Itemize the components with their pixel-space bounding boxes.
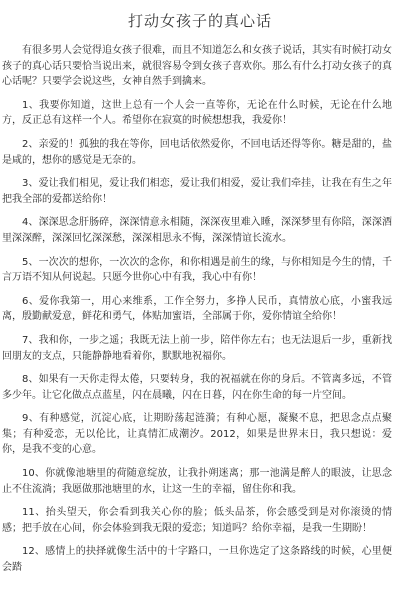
list-item: 3、爱让我们相见，爱让我们相恋，爱让我们相爱，爱让我们牵挂，让我在有生之年把我全部的爱都送给你！ <box>2 178 392 205</box>
list-item: 10、你就像池塘里的荷随意绽放，让我扑朔迷离；那一池满是醉人的眼波，让思念止不住流淌；我愿做那池塘里的水，让这一生的幸福，留住你和我。 <box>2 468 392 495</box>
list-item: 4、深深思念肝肠碎，深深情意永相随，深深夜里难入睡，深深梦里有你陪，深深酒里深深醉，深深回忆深深愁，深深相思永不悔，深深情谊长流水。 <box>2 217 392 244</box>
list-item: 1、我要你知道，这世上总有一个人会一直等你，无论在什么时候，无论在什么地方，反正总有这样一个人。希望你在寂寞的时候想想我，我爱你！ <box>2 99 392 127</box>
list-item: 11、抬头望天，你会看到我关心你的脸；低头品茶，你会感受到是对你滚烫的情感；把手放在心间，你会体验到我无限的爱恋；知道吗？给你幸福，是我一生期盼！ <box>2 507 392 534</box>
list-item: 6、爱你我第一，用心来维系，工作全努力，多挣人民币，真情放心底，小蜜我远离，殷勤献爱意，鲜花和勇气，体贴加蜜语，全部属于你，爱你情谊全给你！ <box>2 295 392 323</box>
page-title: 打动女孩子的真心话 <box>127 12 272 30</box>
list-item: 9、有种感觉，沉淀心底，让期盼荡起涟漪；有种心愿，凝聚不息，把思念点点聚集；有种爱恋，无以伦比，让真情汇成潮汐。2012，如果是世界末日，我只想说：爱你，是我不变的心意。 <box>2 413 392 456</box>
list-item: 2、亲爱的！孤独的我在等你，回电话依然爱你，不回电话还得等你。糖是甜的，盐是咸的，想你的感觉是无奈的。 <box>2 138 392 166</box>
list-item: 12、感情上的抉择就像生活中的十字路口，一旦你选定了这条路线的时候，心里便会踏 <box>2 546 392 574</box>
list-item: 7、我和你，一步之遥；我既无法上前一步，陪伴你左右；也无法退后一步，重新找回朋友的支点，只能静静地看着你，默默地祝福你。 <box>2 334 392 362</box>
list-item: 8、如果有一天你走得太倦，只要转身，我的祝福就在你的身后。不管离多远，不管多少年。让它化做点点蓝星，闪在晨曦，闪在日暮，闪在你生命的每一片空间。 <box>2 374 392 401</box>
list-item: 5、一次次的想你，一次次的念你，和你相遇是前生的缘，与你相知是今生的情，千言万语不知从何说起。只愿今世你心中有我，我心中有你！ <box>2 256 392 284</box>
intro-paragraph: 有很多男人会觉得追女孩子很难，而且不知道怎么和女孩子说话，其实有时候打动女孩子的真心话只要恰当说出来，就很容易令到女孩子喜欢你。那么有什么打动女孩子的真心话呢？只要学会说这些，女神自然手到擒来。 <box>2 45 392 88</box>
